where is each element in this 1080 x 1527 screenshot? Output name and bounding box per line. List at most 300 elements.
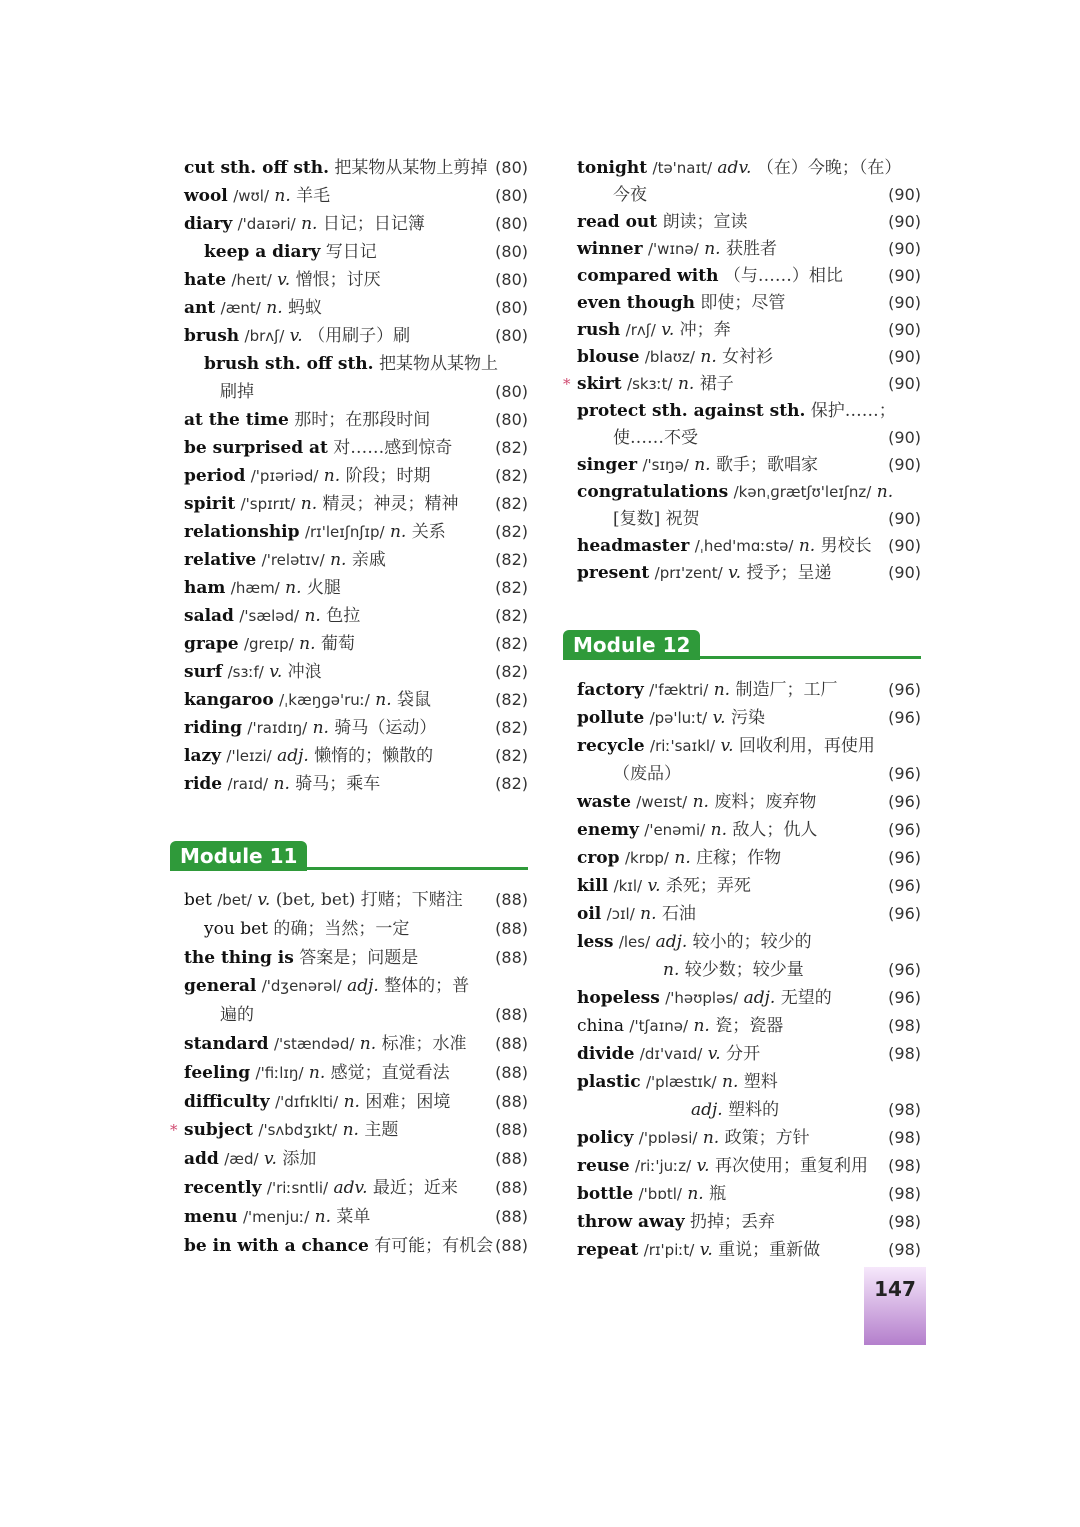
part-of-speech: n.	[301, 214, 318, 234]
page-ref: (88)	[495, 1120, 528, 1140]
definition: （废品）	[613, 764, 681, 784]
page-ref: (90)	[888, 293, 921, 312]
headword: surf	[184, 662, 223, 682]
vocab-entry	[563, 451, 923, 479]
definition: 主题	[364, 1120, 399, 1141]
part-of-speech: n.	[314, 1206, 332, 1227]
phonetic: /'enəmi/	[644, 821, 706, 839]
headword: the thing is	[184, 947, 294, 968]
entry-text	[184, 266, 381, 294]
definition: （在）今晚；（在）	[756, 158, 902, 178]
headword: oil	[577, 904, 602, 924]
page-ref: (82)	[495, 606, 528, 625]
part-of-speech: n.	[710, 820, 728, 840]
definition: 添加	[282, 1149, 317, 1170]
entry-text	[577, 816, 817, 844]
vocab-entry	[563, 559, 923, 587]
phonetic: /'relətɪv/	[261, 551, 325, 569]
vocab-entry	[170, 1145, 530, 1173]
vocab-entry	[170, 1088, 530, 1116]
definition: 冲；奔	[679, 320, 731, 340]
definition: 塑料	[743, 1072, 778, 1092]
vocab-entry	[170, 350, 530, 378]
part-of-speech: v.	[269, 662, 283, 682]
definition: 那时；在那段时间	[294, 410, 431, 430]
definition: 蚂蚁	[288, 298, 323, 318]
page-ref: (88)	[495, 1206, 528, 1226]
definition: 亲戚	[351, 550, 386, 570]
phonetic: /'bɒtl/	[638, 1185, 682, 1203]
definition: 标准；水准	[381, 1034, 467, 1054]
vocab-entry	[170, 972, 530, 1000]
headword: bottle	[577, 1184, 634, 1204]
headword: relative	[184, 550, 257, 570]
page-ref: (90)	[888, 212, 921, 231]
page-ref: (82)	[495, 522, 528, 541]
headword: you bet	[204, 918, 268, 939]
vocab-entry	[170, 406, 530, 434]
part-of-speech: n.	[273, 774, 290, 794]
vocab-entry	[563, 262, 923, 290]
phonetic: /'sʌbdʒɪkt/	[258, 1121, 338, 1140]
entry-text	[184, 294, 322, 322]
entry-text	[663, 956, 804, 984]
part-of-speech: n.	[640, 904, 657, 924]
headword: compared with	[577, 266, 719, 286]
vocab-entry	[563, 704, 923, 732]
vocab-entry	[563, 1012, 923, 1040]
page-ref: (96)	[888, 960, 921, 979]
vocab-entry	[563, 532, 923, 560]
module-heading	[563, 630, 921, 664]
vocab-entry	[170, 1203, 530, 1231]
headword: hate	[184, 270, 227, 290]
phonetic: /'dɪfɪklti/	[275, 1092, 339, 1111]
page-ref: (88)	[495, 890, 528, 909]
definition: 无望的	[780, 988, 832, 1008]
headword: singer	[577, 455, 638, 475]
phonetic: /'fæktri/	[649, 681, 709, 699]
vocab-entry	[563, 788, 923, 816]
phonetic: /ænt/	[220, 299, 261, 317]
vocab-entry	[170, 1174, 530, 1202]
headword: factory	[577, 680, 644, 700]
part-of-speech: n.	[343, 1091, 360, 1112]
entry-text	[184, 1174, 458, 1202]
page-ref: (90)	[888, 563, 921, 582]
page-ref: (98)	[888, 1016, 921, 1035]
part-of-speech: n.	[722, 1072, 739, 1092]
entry-text	[577, 844, 781, 872]
entry-text	[613, 760, 681, 788]
phonetic: /heɪt/	[231, 271, 272, 289]
headword: relationship	[184, 522, 300, 542]
definition: 瓷；瓷器	[715, 1016, 784, 1036]
entry-text	[184, 1088, 450, 1116]
part-of-speech: n.	[304, 606, 321, 626]
part-of-speech: adj.	[691, 1100, 723, 1120]
page-ref: (80)	[495, 242, 528, 261]
part-of-speech: v.	[277, 270, 291, 290]
page-ref: (88)	[495, 1178, 528, 1197]
entry-text	[184, 630, 355, 658]
phonetic: /'menjuː/	[242, 1207, 310, 1226]
entry-text	[577, 559, 831, 587]
part-of-speech: n.	[375, 690, 392, 710]
vocab-entry	[170, 1001, 530, 1029]
vocab-entry	[563, 1040, 923, 1068]
headword: plastic	[577, 1072, 641, 1092]
part-of-speech: n.	[266, 298, 283, 318]
headword: crop	[577, 848, 620, 868]
entry-text	[184, 210, 425, 238]
part-of-speech: n.	[359, 1034, 377, 1054]
phonetic: /skɜːt/	[627, 375, 673, 393]
part-of-speech: v.	[707, 1044, 721, 1064]
headword: general	[184, 976, 257, 997]
headword: spirit	[184, 494, 236, 514]
headword: throw away	[577, 1212, 685, 1232]
vocab-entry	[170, 434, 530, 462]
part-of-speech: n.	[693, 1016, 710, 1036]
page-ref: (90)	[888, 266, 921, 285]
vocab-entry	[170, 1232, 530, 1260]
headword: be surprised at	[184, 438, 328, 458]
definition: 憎恨；讨厌	[295, 270, 381, 290]
vocab-entry	[170, 154, 530, 182]
headword: be in with a chance	[184, 1235, 369, 1256]
entry-text	[184, 322, 410, 350]
entry-text	[577, 788, 816, 816]
part-of-speech: n.	[323, 466, 341, 486]
vocab-entry	[563, 208, 923, 236]
module-title: Module 12	[563, 630, 700, 660]
page-ref: (88)	[495, 1149, 528, 1169]
page-ref: (90)	[888, 455, 921, 474]
phonetic: /ˌhed'mɑːstə/	[694, 537, 794, 555]
entry-text	[220, 1001, 254, 1029]
phonetic: /ˌkæŋɡə'ruː/	[279, 691, 370, 709]
page-ref: (82)	[495, 550, 528, 569]
part-of-speech: n.	[389, 522, 407, 542]
entry-text	[577, 732, 875, 760]
headword: policy	[577, 1128, 634, 1148]
headword: menu	[184, 1206, 238, 1227]
page-ref: (90)	[888, 428, 921, 447]
part-of-speech: n.	[702, 1128, 720, 1148]
part-of-speech: v.	[720, 736, 734, 756]
entry-text	[577, 1152, 868, 1180]
vocab-entry	[563, 1068, 923, 1096]
entry-text	[691, 1096, 779, 1124]
phonetic: /'stændəd/	[273, 1035, 355, 1053]
headword: salad	[184, 606, 234, 626]
entry-text	[577, 235, 777, 263]
part-of-speech: n.	[692, 792, 709, 812]
entry-text	[184, 1059, 450, 1087]
entry-text	[577, 343, 773, 371]
definition: 困难；困境	[365, 1091, 451, 1112]
headword: rush	[577, 320, 621, 340]
part-of-speech: n.	[299, 634, 316, 654]
entry-text	[184, 658, 322, 686]
entry-text	[184, 406, 430, 434]
entry-text	[184, 490, 459, 518]
phonetic: /'raɪdɪŋ/	[247, 719, 308, 737]
phonetic: /rɪ'piːt/	[643, 1241, 695, 1259]
page-ref: (98)	[888, 1044, 921, 1063]
vocab-entry	[563, 154, 923, 182]
headword: repeat	[577, 1240, 639, 1260]
part-of-speech: adj.	[655, 932, 688, 952]
vocab-entry	[170, 574, 530, 602]
headword: period	[184, 466, 246, 486]
definition: 获胜者	[725, 239, 777, 259]
vocab-entry	[170, 322, 530, 350]
vocab-entry	[170, 490, 530, 518]
entry-text	[577, 1208, 775, 1236]
definition: 政策；方针	[724, 1128, 810, 1148]
vocab-entry	[563, 1152, 923, 1180]
vocab-entry	[563, 478, 923, 506]
headword: winner	[577, 239, 643, 259]
part-of-speech: n.	[312, 718, 329, 738]
entry-text	[220, 378, 254, 406]
phonetic: /blaʊz/	[644, 348, 695, 366]
headword: blouse	[577, 347, 640, 367]
page-ref: (96)	[888, 988, 921, 1007]
page-ref: (98)	[888, 1156, 921, 1175]
definition: 阶段；时期	[345, 466, 431, 486]
phonetic: /'leɪzi/	[226, 747, 272, 765]
phonetic: /'daɪəri/	[237, 215, 296, 233]
entry-text	[184, 1116, 398, 1144]
page-ref: (80)	[495, 186, 528, 205]
definition: 男校长	[820, 536, 872, 556]
phonetic: /'pɪəriəd/	[250, 467, 319, 485]
phonetic: /dɪ'vaɪd/	[639, 1045, 703, 1063]
vocab-entry	[563, 732, 923, 760]
part-of-speech: v.	[661, 320, 675, 340]
vocab-entry	[563, 956, 923, 984]
part-of-speech: n.	[713, 680, 731, 700]
vocab-entry	[563, 370, 923, 398]
headword: ham	[184, 578, 226, 598]
entry-text	[184, 574, 341, 602]
definition: 即使；尽管	[700, 293, 786, 313]
definition: 有可能；有机会	[374, 1235, 494, 1256]
definition: 制造厂；工厂	[735, 680, 838, 700]
vocab-entry	[170, 294, 530, 322]
headword: even though	[577, 293, 695, 313]
headword: wool	[184, 186, 228, 206]
phonetic: /'həʊpləs/	[665, 989, 739, 1007]
part-of-speech: v.	[647, 876, 661, 896]
entry-text	[577, 704, 765, 732]
phonetic: /raɪd/	[227, 775, 269, 793]
part-of-speech: adj.	[277, 746, 309, 766]
headword: kangaroo	[184, 690, 274, 710]
part-of-speech: v.	[728, 563, 742, 583]
headword: keep a diary	[204, 242, 321, 262]
vocab-entry	[170, 546, 530, 574]
entry-text	[204, 350, 498, 378]
page-ref: (96)	[888, 904, 921, 923]
phonetic: /greɪp/	[243, 635, 294, 653]
entry-text	[577, 289, 785, 317]
vocab-entry	[170, 462, 530, 490]
page-ref: (98)	[888, 1212, 921, 1231]
definition: 对……感到惊奇	[333, 438, 453, 458]
entry-text	[577, 154, 901, 182]
part-of-speech: adv.	[717, 158, 752, 178]
entry-text	[577, 451, 818, 479]
entry-text	[184, 886, 463, 914]
entry-text	[577, 262, 843, 290]
entry-text	[184, 686, 431, 714]
page-ref: (90)	[888, 374, 921, 393]
entry-text	[184, 1145, 316, 1173]
part-of-speech: n.	[663, 960, 680, 980]
page-ref: (80)	[495, 382, 528, 401]
entry-text	[184, 602, 360, 630]
module-heading	[170, 841, 528, 875]
page-ref: (88)	[495, 1005, 528, 1025]
vocab-entry	[170, 630, 530, 658]
entry-text	[184, 518, 446, 546]
definition: 骑马（运动）	[334, 718, 437, 738]
part-of-speech: adj.	[743, 988, 776, 1008]
vocab-entry	[170, 378, 530, 406]
definition: 瓶	[709, 1184, 727, 1204]
part-of-speech: v.	[289, 326, 303, 346]
important-star: *	[170, 1121, 178, 1140]
headword: headmaster	[577, 536, 690, 556]
page-ref: (96)	[888, 708, 921, 727]
phonetic: /æd/	[224, 1150, 259, 1169]
definition: 日记；日记簿	[322, 214, 425, 234]
entry-text	[613, 505, 700, 533]
entry-text	[577, 872, 751, 900]
definition: 菜单	[336, 1206, 371, 1227]
phonetic: /'dʒenərəl/	[261, 977, 342, 996]
part-of-speech: v.	[699, 1240, 713, 1260]
page-ref: (82)	[495, 438, 528, 457]
page-ref: (96)	[888, 848, 921, 867]
entry-text	[577, 478, 893, 506]
vocab-entry	[563, 1236, 923, 1264]
part-of-speech: n.	[687, 1184, 704, 1204]
vocab-entry	[563, 816, 923, 844]
phonetic: /'wɪnə/	[648, 240, 699, 258]
definition: (bet, bet) 打赌；下赌注	[275, 890, 463, 910]
headword: protect sth. against sth.	[577, 401, 806, 421]
page-ref: (90)	[888, 185, 921, 204]
headword: china	[577, 1016, 624, 1036]
part-of-speech: n.	[674, 848, 691, 868]
definition: （用刷子）刷	[308, 326, 411, 346]
entry-text	[577, 676, 837, 704]
headword: at the time	[184, 410, 289, 430]
headword: reuse	[577, 1156, 630, 1176]
part-of-speech: n.	[694, 455, 711, 475]
headword: grape	[184, 634, 239, 654]
definition: 把某物从某物上	[379, 354, 498, 374]
entry-text	[184, 182, 330, 210]
page-ref: (80)	[495, 270, 528, 289]
entry-text	[184, 434, 452, 462]
definition: 骑马；乘车	[295, 774, 381, 794]
entry-text	[577, 1068, 778, 1096]
headword: feeling	[184, 1062, 251, 1083]
entry-text	[204, 915, 409, 943]
phonetic: /rɪ'leɪʃnʃɪp/	[304, 523, 385, 541]
definition: 最近；近来	[372, 1178, 458, 1198]
definition: 整体的；普	[384, 976, 470, 997]
phonetic: /kɪl/	[613, 877, 643, 895]
vocab-entry	[170, 602, 530, 630]
phonetic: /sɜːf/	[227, 663, 264, 681]
headword: bet	[184, 890, 212, 910]
part-of-speech: n.	[274, 186, 291, 206]
part-of-speech: n.	[330, 550, 347, 570]
headword: hopeless	[577, 988, 660, 1008]
vocab-entry	[563, 235, 923, 263]
definition: 色拉	[326, 606, 361, 626]
part-of-speech: n.	[308, 1062, 326, 1083]
headword: skirt	[577, 374, 622, 394]
page-ref: (90)	[888, 239, 921, 258]
page-ref: (96)	[888, 820, 921, 839]
definition: 授予；呈递	[746, 563, 832, 583]
definition: 使……不受	[613, 428, 698, 448]
vocab-entry	[170, 742, 530, 770]
page-ref: (90)	[888, 509, 921, 528]
vocab-entry	[170, 886, 530, 914]
headword: recently	[184, 1178, 262, 1198]
headword: lazy	[184, 746, 222, 766]
entry-text	[204, 238, 377, 266]
definition: 关系	[411, 522, 446, 542]
part-of-speech: n.	[798, 536, 816, 556]
phonetic: /krɒp/	[624, 849, 669, 867]
page-ref: (82)	[495, 578, 528, 597]
vocab-entry	[170, 238, 530, 266]
page-ref: (80)	[495, 326, 528, 345]
headword: add	[184, 1149, 219, 1170]
vocab-entry	[563, 872, 923, 900]
important-star: *	[563, 375, 571, 393]
definition: 葡萄	[320, 634, 355, 654]
part-of-speech: v.	[712, 708, 726, 728]
entry-text	[184, 714, 436, 742]
page-number-tab	[864, 1267, 926, 1345]
definition: 今夜	[613, 185, 647, 205]
definition: 废料；废弃物	[714, 792, 817, 812]
entry-text	[577, 900, 696, 928]
phonetic: /'fiːlɪŋ/	[255, 1063, 304, 1082]
vocab-entry	[563, 676, 923, 704]
part-of-speech: adj.	[347, 976, 379, 997]
headword: less	[577, 932, 614, 952]
entry-text	[577, 1124, 810, 1152]
vocab-entry	[563, 760, 923, 788]
page-ref: (82)	[495, 634, 528, 653]
headword: kill	[577, 876, 609, 896]
vocab-entry	[170, 686, 530, 714]
definition: [复数] 祝贺	[613, 509, 700, 529]
entry-text	[577, 1236, 820, 1264]
